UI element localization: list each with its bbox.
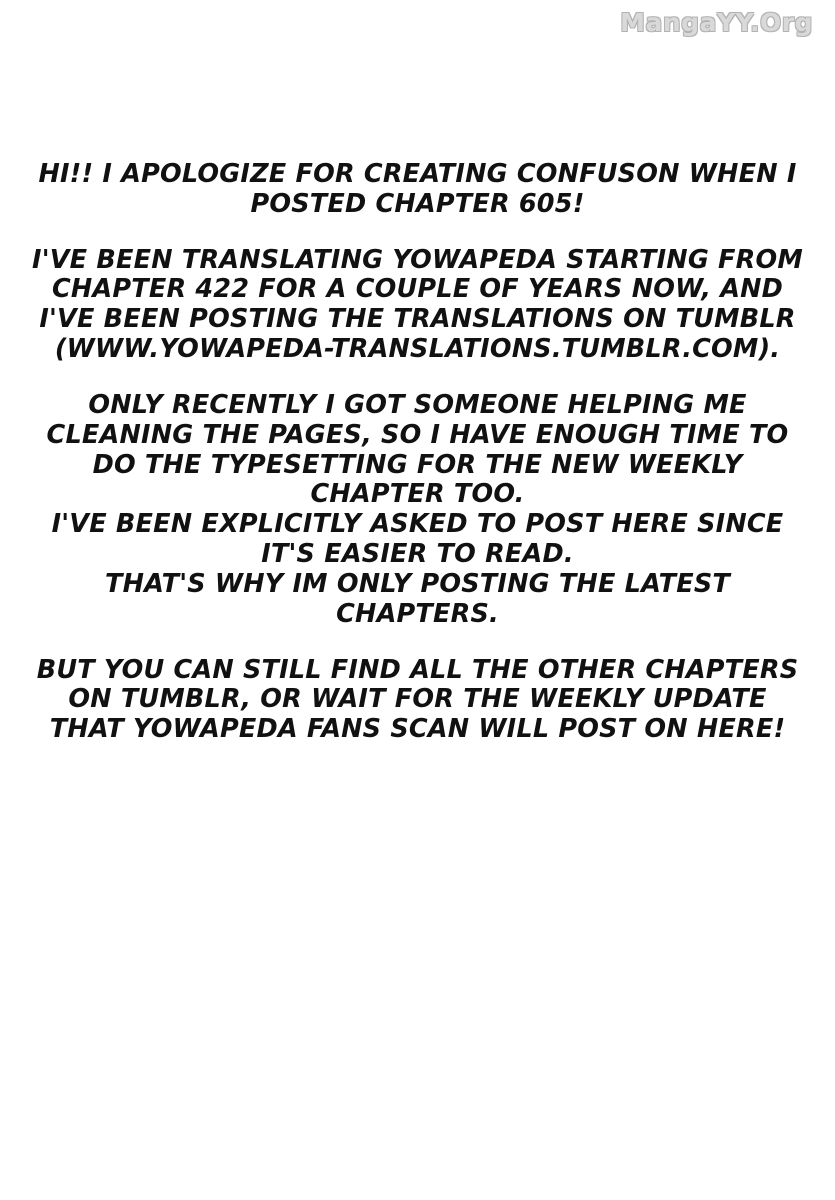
- note-paragraph-apology: HI!! I APOLOGIZE FOR CREATING CONFUSON WHEN I POSTED CHAPTER 605!: [38, 159, 797, 219]
- site-watermark: MangaYY.Org: [620, 8, 813, 37]
- note-paragraph-typesetting: ONLY RECENTLY I GOT SOMEONE HELPING ME CLEANING THE PAGES, SO I HAVE ENOUGH TIME TO DO THE TYPESETTING FOR THE NEW WEEKLY CHAPTER TOO.: [46, 389, 789, 510]
- note-paragraph-asked-to-post: I'VE BEEN EXPLICITLY ASKED TO POST HERE SINCE IT'S EASIER TO READ.: [51, 509, 784, 570]
- translator-note: [0, 160, 835, 745]
- note-paragraph-other-chapters: BUT YOU CAN STILL FIND ALL THE OTHER CHAPTERS ON TUMBLR, OR WAIT FOR THE WEEKLY UPDATE THAT YOWAPEDA FANS SCAN WILL POST ON HERE!: [36, 654, 799, 745]
- note-paragraph-background: I'VE BEEN TRANSLATING YOWAPEDA STARTING FROM CHAPTER 422 FOR A COUPLE OF YEARS NOW, AND I'VE BEEN POSTING THE TRANSLATIONS ON TUMBLR (WWW.YOWAPEDA-TRANSLATIONS.TUMBLR.COM).: [32, 244, 803, 365]
- note-paragraph-latest-chapters: THAT'S WHY IM ONLY POSTING THE LATEST CHAPTERS.: [105, 568, 730, 629]
